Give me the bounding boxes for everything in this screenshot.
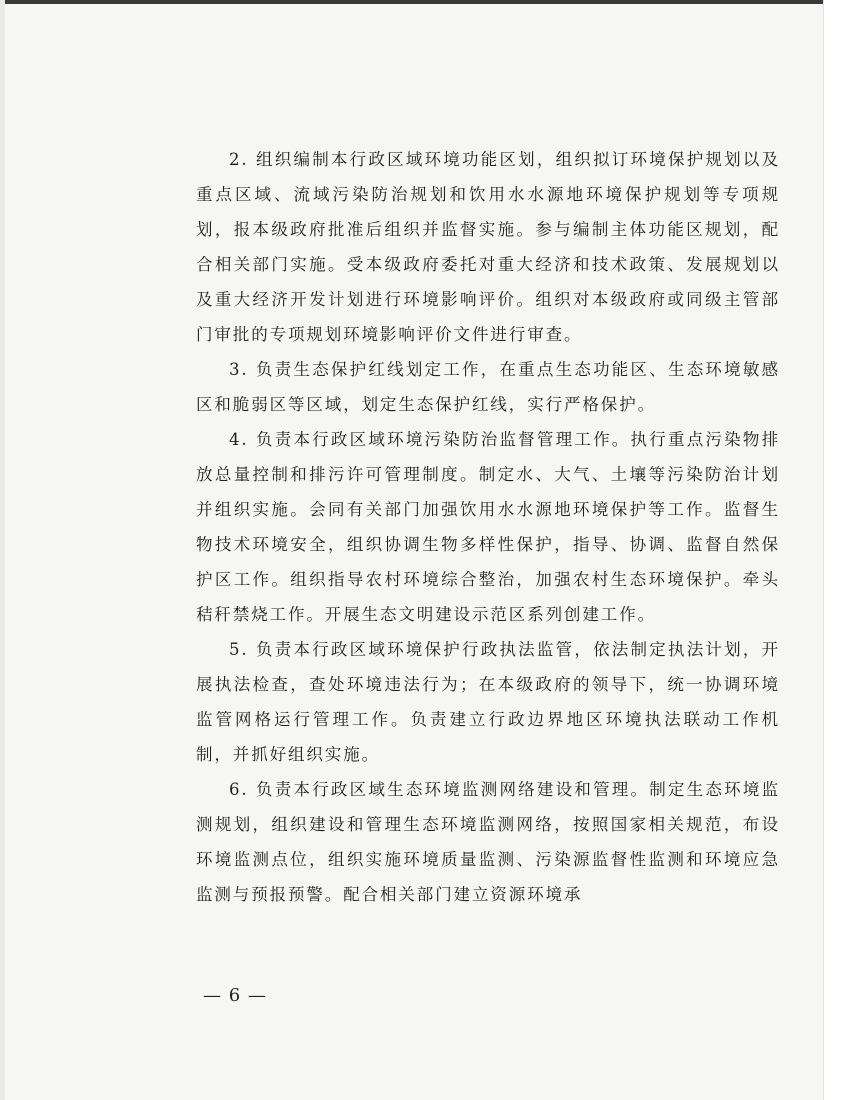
page-number: — 6 — [203, 985, 267, 1006]
paragraph-item-6: 6. 负责本行政区域生态环境监测网络建设和管理。制定生态环境监测规划，组织建设和管理生态环境监测网络，按照国家相关规范，布设环境监测点位，组织实施环境质量监测、污染源监督性监测和环境应急监测与预报预警。配合相关部门建立资源环境承 [196, 780, 780, 904]
scan-top-border [0, 0, 824, 4]
document-body [196, 142, 780, 912]
scan-left-border [0, 0, 5, 1100]
paragraph-item-5: 5. 负责本行政区域环境保护行政执法监管，依法制定执法计划，开展执法检查，查处环境违法行为；在本级政府的领导下，统一协调环境监管网格运行管理工作。负责建立行政边界地区环境执法联动工作机制，并抓好组织实施。 [196, 640, 780, 764]
paragraph-item-4: 4. 负责本行政区域环境污染防治监督管理工作。执行重点污染物排放总量控制和排污许可管理制度。制定水、大气、土壤等污染防治计划并组织实施。会同有关部门加强饮用水水源地环境保护等工作。监督生物技术环境安全，组织协调生物多样性保护，指导、协调、监督自然保护区工作。组织指导农村环境综合整治，加强农村生态环境保护。牵头秸秆禁烧工作。开展生态文明建设示范区系列创建工作。 [196, 430, 780, 624]
paragraph-item-3: 3. 负责生态保护红线划定工作，在重点生态功能区、生态环境敏感区和脆弱区等区域，划定生态保护红线，实行严格保护。 [196, 360, 780, 414]
paragraph-item-2: 2. 组织编制本行政区域环境功能区划，组织拟订环境保护规划以及重点区域、流域污染防治规划和饮用水水源地环境保护规划等专项规划，报本级政府批准后组织并监督实施。参与编制主体功能区规划，配合相关部门实施。受本级政府委托对重大经济和技术政策、发展规划以及重大经济开发计划进行环境影响评价。组织对本级政府或同级主管部门审批的专项规划环境影响评价文件进行审查。 [196, 150, 780, 344]
scan-right-margin [823, 0, 850, 1100]
